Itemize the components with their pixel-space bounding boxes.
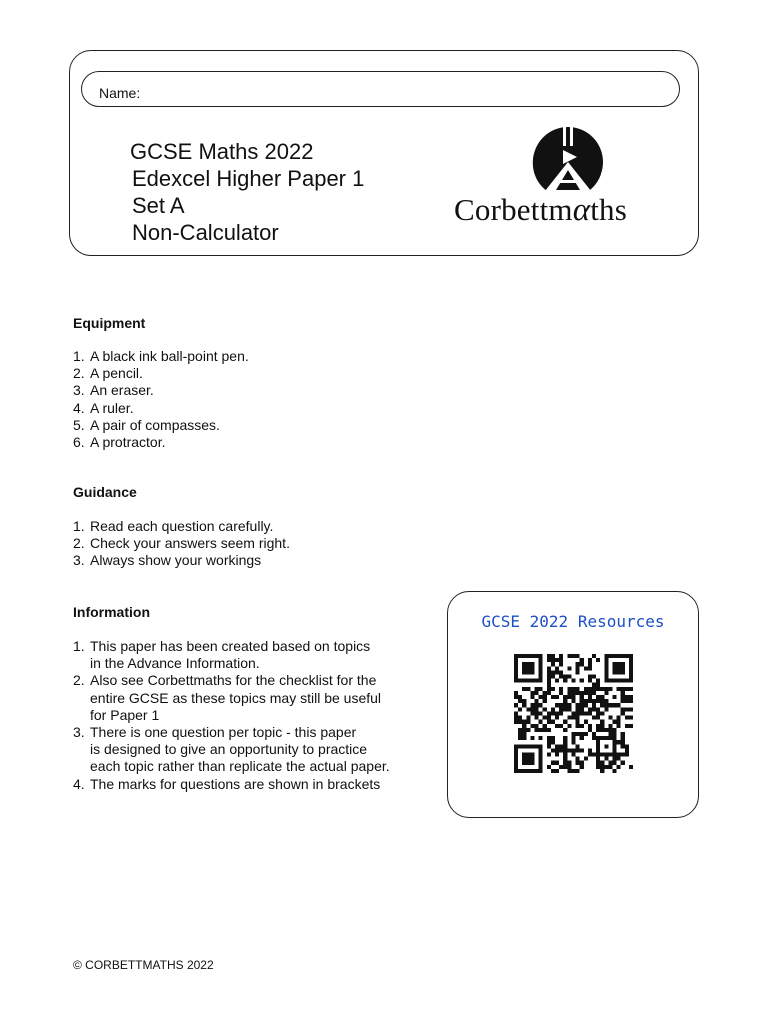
title-line-1: GCSE Maths 2022 [130,139,314,164]
list-item: 2. Also see Corbettmaths for the checklist for the entire GCSE as these topics may still be useful for Paper 1 [73,672,382,723]
title-line-2: Edexcel Higher Paper 1 [132,166,365,191]
list-item: 1. A black ink ball-point pen. [73,348,249,364]
list-item: 1. This paper has been created based on topics in the Advance Information. [73,638,371,672]
list-item: 3. There is one question per topic - this paper is designed to give an opportunity to practice each topic rather than replicate the actual paper. [73,724,390,775]
list-item: 3. An eraser. [73,382,154,399]
guidance-heading: Guidance [73,484,137,500]
information-heading: Information [73,604,150,620]
list-item: 6. A protractor. [73,434,166,451]
title-line-3: Set A [132,193,185,218]
name-field[interactable] [81,71,680,107]
equipment-list [73,348,249,451]
equipment-heading: Equipment [73,315,146,331]
guidance-list [73,518,290,570]
qr-code-icon[interactable] [514,654,633,773]
copyright-footer: © CORBETTMATHS 2022 [73,958,214,972]
list-item: 4. A ruler. [73,399,134,416]
list-item: 2. A pencil. [73,365,143,382]
corbettmaths-logo [452,120,672,232]
resources-title: GCSE 2022 Resources [481,612,665,631]
corbettmaths-logo-icon [527,124,609,196]
corbettmaths-wordmark: Corbettmαths [454,192,628,228]
title-line-4: Non-Calculator [132,220,279,245]
information-list [73,638,390,793]
name-label: Name: [99,85,141,101]
list-item: 3. Always show your workings [73,552,262,569]
paper-title [130,138,364,246]
resources-box [447,591,699,818]
list-item: 5. A pair of compasses. [73,416,220,433]
list-item: 4. The marks for questions are shown in brackets [73,775,381,792]
list-item: 2. Check your answers seem right. [73,535,290,552]
list-item: 1. Read each question carefully. [73,518,274,534]
